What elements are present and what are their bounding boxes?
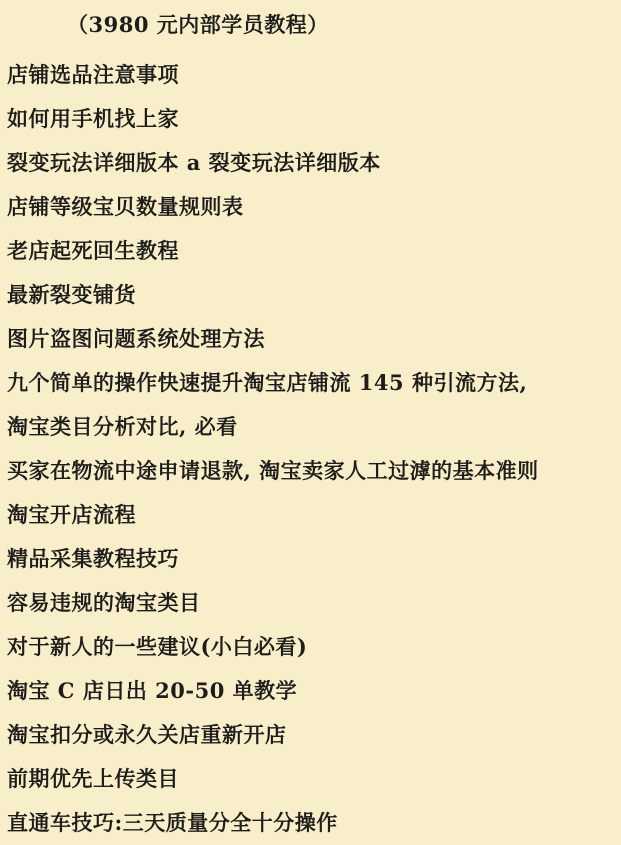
course-item: 店铺选品注意事项 bbox=[7, 62, 179, 87]
course-item: 淘宝扣分或永久关店重新开店 bbox=[7, 722, 287, 747]
course-item: 买家在物流中途申请退款, 淘宝卖家人工过滹的基本准则 bbox=[7, 458, 539, 483]
course-item: 对于新人的一些建议(小白必看) bbox=[7, 634, 308, 659]
document-title: （3980 元内部学员教程） bbox=[67, 12, 329, 37]
course-item: 淘宝 C 店日出 20-50 单教学 bbox=[7, 678, 298, 703]
course-item: 如何用手机找上家 bbox=[7, 106, 179, 131]
course-item: 裂变玩法详细版本 a 裂变玩法详细版本 bbox=[7, 150, 381, 175]
course-item: 九个简单的操作快速提升淘宝店铺流 145 种引流方法, bbox=[7, 370, 528, 395]
course-item: 最新裂变铺货 bbox=[7, 282, 136, 307]
course-item: 精品采集教程技巧 bbox=[7, 546, 179, 571]
course-item: 图片盗图问题系统处理方法 bbox=[7, 326, 265, 351]
course-item: 淘宝类目分析对比, 必看 bbox=[7, 414, 238, 439]
course-item: 淘宝开店流程 bbox=[7, 502, 136, 527]
course-item: 老店起死回生教程 bbox=[7, 238, 179, 263]
course-item: 店铺等级宝贝数量规则表 bbox=[7, 194, 244, 219]
course-item: 容易违规的淘宝类目 bbox=[7, 590, 201, 615]
course-item: 前期优先上传类目 bbox=[7, 766, 179, 791]
course-item: 直通车技巧:三天质量分全十分操作 bbox=[7, 810, 338, 835]
